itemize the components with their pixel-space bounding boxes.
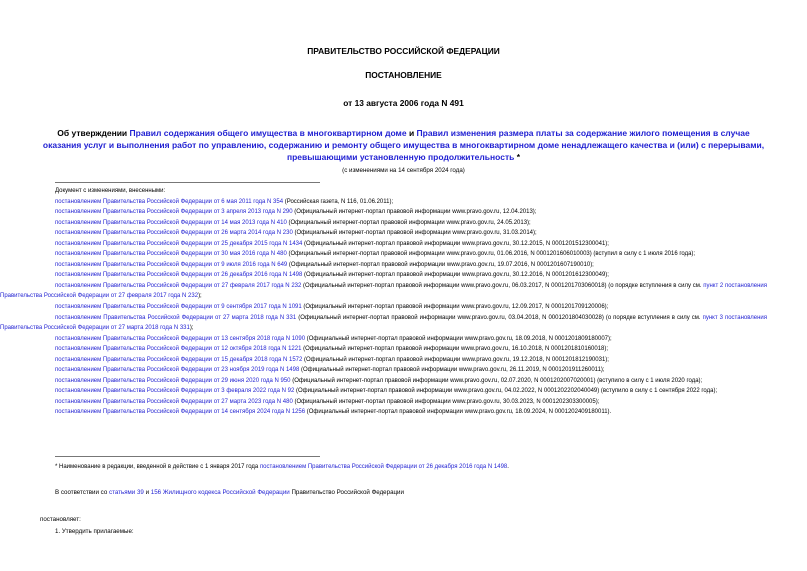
title-asterisk: * (514, 152, 521, 162)
change-item-details: (Официальный интернет-портал правовой информации www.pravo.gov.ru, 04.02.2022, N 0001202202040049) (вступило в силу с 1 сентября 2022 года); (294, 388, 718, 395)
change-item (55, 334, 767, 345)
government-heading: ПРАВИТЕЛЬСТВО РОССИЙСКОЙ ФЕДЕРАЦИИ (307, 46, 500, 56)
change-item (55, 228, 767, 239)
change-item (0, 386, 767, 397)
change-item-details: (Официальный интернет-портал правовой информации www.pravo.gov.ru, 18.09.2018, N 0001201809180007); (305, 335, 612, 342)
change-item (55, 344, 767, 355)
change-item (55, 355, 767, 366)
change-item-details: (Официальный интернет-портал правовой информации www.pravo.gov.ru, 30.03.2023, N 0001202303300005); (292, 398, 600, 405)
change-item-link[interactable]: постановлением Правительства Российской Федерации от 27 февраля 2017 года N 232 (55, 282, 302, 289)
change-item (55, 302, 767, 313)
change-item-details: (Официальный интернет-портал правовой информации www.pravo.gov.ru, 26.11.2019, N 0001201911260011); (299, 367, 605, 374)
footnote-mark: * (55, 464, 58, 470)
change-item-link[interactable]: постановлением Правительства Российской Федерации от 29 июня 2020 года N 950 (55, 377, 291, 384)
change-item-link[interactable]: постановлением Правительства Российской Федерации от 14 мая 2013 года N 410 (55, 219, 287, 226)
change-item-details: (Официальный интернет-портал правовой информации www.pravo.gov.ru, 18.09.2024, N 0001202409180011). (305, 409, 612, 416)
change-item (55, 249, 767, 260)
footnote (55, 464, 767, 470)
change-item-link[interactable]: постановлением Правительства Российской Федерации от 15 декабря 2018 года N 1572 (55, 356, 303, 363)
resolves-text: постановляет: (40, 516, 81, 523)
change-item-details: (Официальный интернет-портал правовой информации www.pravo.gov.ru, 12.09.2017, N 0001201709120006); (301, 304, 609, 311)
change-item (55, 376, 767, 387)
change-item-link[interactable]: постановлением Правительства Российской Федерации от 27 марта 2018 года N 331 (55, 314, 297, 321)
change-item (55, 197, 767, 208)
title-link-rules-common-property[interactable]: Правил содержания общего имущества в многоквартирном доме (129, 128, 407, 138)
change-item (0, 281, 767, 302)
change-item-tail: ); (189, 325, 194, 332)
change-item (55, 270, 767, 281)
change-item-entry-into-force-link[interactable]: пункт 3 постановления Правительства Российской Федерации от 27 марта 2018 года N 331 (0, 314, 768, 332)
change-item-details: (Официальный интернет-портал правовой информации www.pravo.gov.ru, 12.04.2013); (292, 209, 537, 216)
change-item-link[interactable]: постановлением Правительства Российской Федерации от 9 сентября 2017 года N 1091 (55, 304, 302, 311)
change-item-link[interactable]: постановлением Правительства Российской Федерации от 27 марта 2023 года N 480 (55, 398, 293, 405)
basis-link-article-39[interactable]: статьями 39 (108, 489, 144, 496)
change-item-details: (Официальный интернет-портал правовой информации www.pravo.gov.ru, 16.10.2018, N 0001201810160018); (301, 346, 609, 353)
change-item-details: (Официальный интернет-портал правовой информации www.pravo.gov.ru, 30.12.2015, N 0001201512300041); (302, 240, 609, 247)
change-item-link[interactable]: постановлением Правительства Российской Федерации от 9 июля 2016 года N 649 (55, 261, 288, 268)
point-1: 1. Утвердить прилагаемые: (55, 528, 134, 535)
changes-intro: Документ с изменениями, внесенными: (55, 188, 166, 194)
footnote-divider (55, 456, 320, 457)
footnote-link[interactable]: постановлением Правительства Российской Федерации от 26 декабря 2016 года N 1498 (259, 464, 508, 470)
change-item (55, 218, 767, 229)
footnote-text: Наименование в редакции, введенной в действие с 1 января 2017 года (57, 464, 260, 470)
revision-note: (с изменениями на 14 сентября 2024 года) (342, 167, 465, 174)
change-item (55, 260, 767, 271)
change-item-details: (Официальный интернет-портал правовой информации www.pravo.gov.ru, 24.05.2013); (286, 219, 531, 226)
change-item-link[interactable]: постановлением Правительства Российской Федерации от 3 февраля 2022 года N 92 (55, 388, 295, 395)
change-item-link[interactable]: постановлением Правительства Российской Федерации от 3 апреля 2013 года N 290 (55, 209, 293, 216)
document-date-number: от 13 августа 2006 года N 491 (343, 98, 464, 108)
change-item-link[interactable]: постановлением Правительства Российской Федерации от 30 мая 2016 года N 480 (55, 251, 287, 258)
change-item (55, 207, 767, 218)
changes-top-divider (55, 182, 320, 183)
change-item-details: (Официальный интернет-портал правовой информации www.pravo.gov.ru, 03.04.2018, N 0001201804030028) (о порядке вступления в силу см. (296, 314, 703, 321)
basis-prefix: В соответствии со (55, 489, 109, 496)
title-link-rules-fee-change[interactable]: Правил изменения размера платы за содержание жилого помещения в случае оказания услуг и выполнения работ по управлению, содержанию и ремонту общего имущества в многоквартирном доме ненадлежащего качества и (или) с перерывами, превышающими установленную продолжительность (42, 128, 765, 162)
change-item (55, 239, 767, 250)
change-item-link[interactable]: постановлением Правительства Российской Федерации от 26 декабря 2016 года N 1498 (55, 272, 303, 279)
document-title (40, 127, 767, 163)
change-item-link[interactable]: постановлением Правительства Российской Федерации от 25 декабря 2015 года N 1434 (55, 240, 303, 247)
basis-paragraph (55, 489, 404, 496)
change-item-details: (Официальный интернет-портал правовой информации www.pravo.gov.ru, 19.12.2018, N 0001201812190031); (302, 356, 609, 363)
change-item-link[interactable]: постановлением Правительства Российской Федерации от 23 ноября 2019 года N 1498 (55, 367, 300, 374)
change-item-details: (Официальный интернет-портал правовой информации www.pravo.gov.ru, 02.07.2020, N 0001202007020001) (вступило в силу с 1 июля 2020 года); (290, 377, 703, 384)
change-item (55, 397, 767, 408)
change-item-details: (Официальный интернет-портал правовой информации www.pravo.gov.ru, 19.07.2016, N 0001201607190010); (287, 261, 594, 268)
change-item-details: (Официальный интернет-портал правовой информации www.pravo.gov.ru, 06.03.2017, N 0001201703060018) (о порядке вступления в силу см. (301, 282, 704, 289)
change-item-details: (Российская газета, N 116, 01.06.2011); (283, 198, 394, 205)
change-item-link[interactable]: постановлением Правительства Российской Федерации от 26 марта 2014 года N 230 (55, 230, 293, 237)
basis-link-article-156[interactable]: 156 Жилищного кодекса Российской Федерации (150, 489, 290, 496)
change-item-link[interactable]: постановлением Правительства Российской Федерации от 6 мая 2011 года N 354 (55, 198, 284, 205)
change-item-entry-into-force-link[interactable]: пункт 2 постановления Правительства Российской Федерации от 27 февраля 2017 года N 232 (0, 282, 768, 300)
change-item-details: (Официальный интернет-портал правовой информации www.pravo.gov.ru, 01.06.2016, N 0001201606010003) (вступил в силу с 1 июля 2016 года); (286, 251, 696, 258)
change-item (55, 407, 767, 418)
title-prefix: Об утверждении (57, 128, 130, 138)
change-item-link[interactable]: постановлением Правительства Российской Федерации от 12 октября 2018 года N 1221 (55, 346, 302, 353)
basis-middle: и (143, 489, 151, 496)
basis-tail: Правительство Российской Федерации (289, 489, 404, 496)
changes-list (0, 186, 768, 418)
change-item-details: (Официальный интернет-портал правовой информации www.pravo.gov.ru, 30.12.2016, N 0001201612300049); (302, 272, 609, 279)
change-item-link[interactable]: постановлением Правительства Российской Федерации от 14 сентября 2024 года N 1256 (55, 409, 306, 416)
footnote-tail: . (507, 464, 509, 470)
change-item-tail: ); (198, 293, 202, 300)
change-item (0, 313, 767, 334)
change-item (55, 365, 767, 376)
change-item-link[interactable]: постановлением Правительства Российской Федерации от 13 сентября 2018 года N 1090 (55, 335, 306, 342)
title-middle: и (406, 128, 417, 138)
document-type: ПОСТАНОВЛЕНИЕ (365, 70, 442, 80)
change-item-details: (Официальный интернет-портал правовой информации www.pravo.gov.ru, 31.03.2014); (292, 230, 537, 237)
